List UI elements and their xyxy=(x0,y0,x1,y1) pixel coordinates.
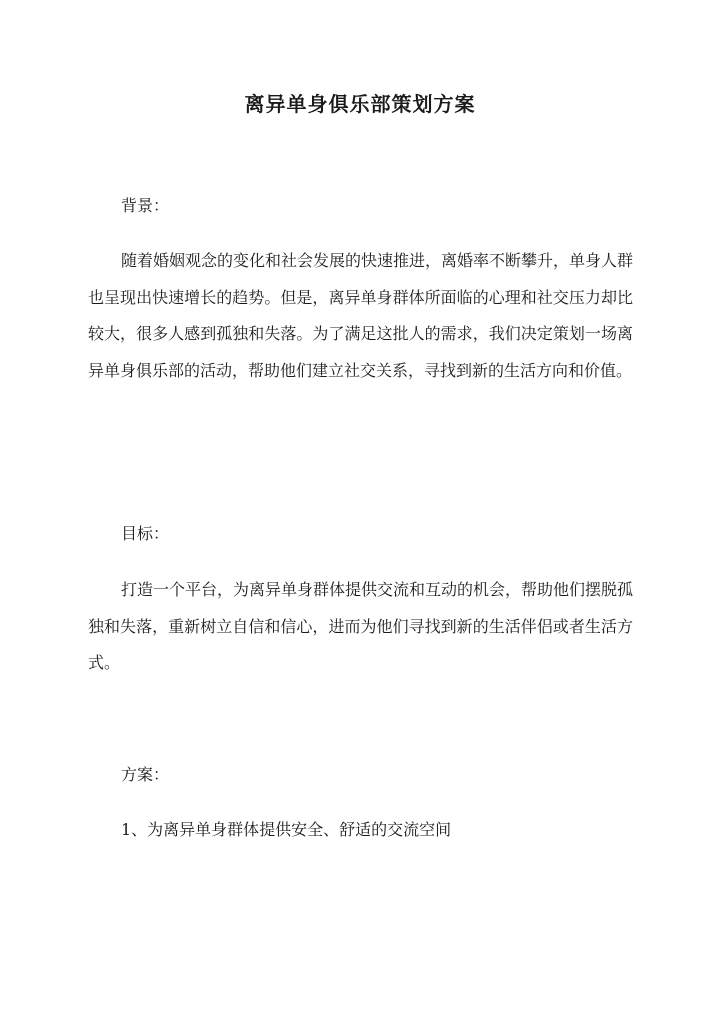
plan-item: 1、为离异单身群体提供安全、舒适的交流空间 xyxy=(121,820,452,839)
section-heading-goal: 目标： xyxy=(121,524,170,543)
document-title: 离异单身俱乐部策划方案 xyxy=(244,92,476,116)
section-paragraph-goal: 打造一个平台，为离异单身群体提供交流和互动的机会，帮助他们摆脱孤独和失落，重新树立自信和信心，进而为他们寻找到新的生活伴侣或者生活方式。 xyxy=(88,580,634,672)
section-heading-plan: 方案： xyxy=(121,765,170,784)
section-heading-background: 背景： xyxy=(121,196,170,215)
section-paragraph-background: 随着婚姻观念的变化和社会发展的快速推进，离婚率不断攀升，单身人群也呈现出快速增长的趋势。但是，离异单身群体所面临的心理和社交压力却比较大，很多人感到孤独和失落。为了满足这批人的需求，我们决定策划一场离异单身俱乐部的活动，帮助他们建立社交关系，寻找到新的生活方向和价值。 xyxy=(88,251,634,380)
